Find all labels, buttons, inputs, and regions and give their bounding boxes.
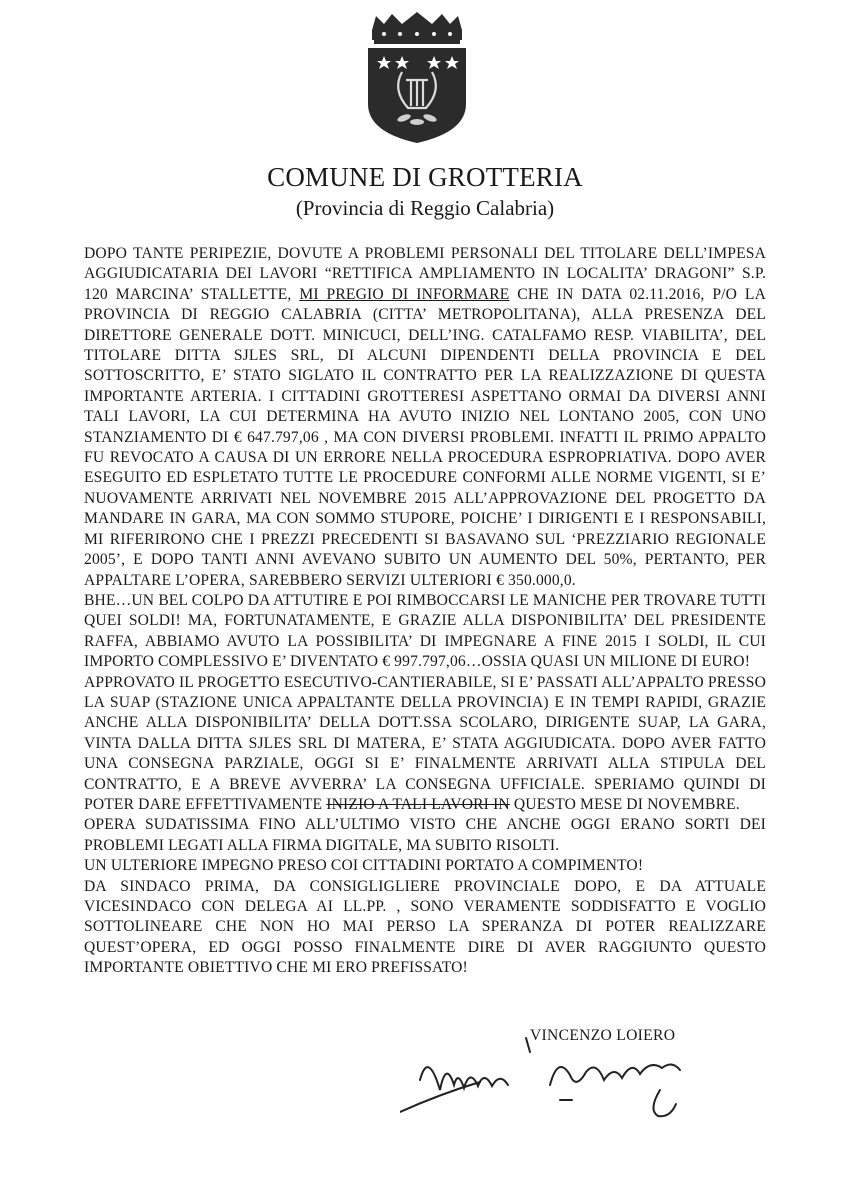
paragraph-1-text-b: CHE IN DATA 02.11.2016, P/O LA PROVINCIA DI REGGIO CALABRIA (CITTA’ METROPOLITANA), ALLA PRESENZA DEL DIRETTORE GENERALE DOTT. MINICUCI, DELL’ING. CATALFAMO RESP. VIABILITA’, DEL TITOLARE DITTA SJLES SRL, DI ALCUNI DIPENDENTI DELLA PROVINCIA E DEL SOTTOSCRITTO, E’ STATO SIGLATO IL CONTRATTO PER LA REALIZZAZIONE DI QUESTA IMPORTANTE ARTERIA. I CITTADINI GROTTERESI ASPETTANO ORMAI DA DIVERSI ANNI TALI LAVORI, LA CUI DETERMINA HA AVUTO INIZIO NEL LONTANO 2005, CON UNO STANZIAMENTO DI € 647.797,06 , MA CON DIVERSI PROBLEMI. INFATTI IL PRIMO APPALTO FU REVOCATO A CAUSA DI UN ERRORE NELLA PROCEDURA ESPROPRIATIVA. DOPO AVER ESEGUITO ED ESPLETATO TUTTE LE PROCEDURE CONFORMI ALLE NORME VIGENTI, SI E’ NUOVAMENTE ARRIVATI NEL NOVEMBRE 2015 ALL’APPROVAZIONE DEL PROGETTO DA MANDARE IN GARA, MA CON SOMMO STUPORE, POICHE’ I DIRIGENTI E I RESPONSABILI, MI RIFERIRONO CHE I PREZZI PRECEDENTI SI BASAVANO SUL ‘PREZZIARIO REGIONALE 2005’, E DOPO TANTI ANNI AVEVANO SUBITO UN AUMENTO DEL 50%, PERTANTO, PER APPALTARE L’OPERA, SAREBBERO SERVIZI ULTERIORI € 350.000,0. bbox=[84, 285, 766, 589]
signer-name: VINCENZO LOIERO bbox=[530, 1027, 676, 1044]
municipality-title: COMUNE DI GROTTERIA bbox=[267, 162, 583, 192]
handwritten-signature bbox=[400, 1030, 730, 1130]
province-subtitle: (Provincia di Reggio Calabria) bbox=[295, 196, 555, 220]
underlined-phrase: MI PREGIO DI INFORMARE bbox=[299, 285, 510, 303]
paragraph-2: BHE…UN BEL COLPO DA ATTUTIRE E POI RIMBOCCARSI LE MANICHE PER TROVARE TUTTI QUEI SOLDI! MA, FORTUNATAMENTE, E GRAZIE ALLA DISPONIBILITA’ DEL PRESIDENTE RAFFA, ABBIAMO AVUTO LA POSSIBILITA’ DI IMPEGNARE A FINE 2015 I SOLDI, IL CUI IMPORTO COMPLESSIVO E’ DIVENTATO € 997.797,06…OSSIA QUASI UN MILIONE DI EURO! bbox=[84, 591, 766, 671]
letter-body bbox=[84, 244, 766, 979]
paragraph-4: OPERA SUDATISSIMA FINO ALL’ULTIMO VISTO CHE ANCHE OGGI ERANO SORTI DEI PROBLEMI LEGATI ALLA FIRMA DIGITALE, MA SUBITO RISOLTI. bbox=[84, 816, 766, 854]
paragraph-3 bbox=[84, 673, 766, 816]
paragraph-5: UN ULTERIORE IMPEGNO PRESO COI CITTADINI PORTATO A COMPIMENTO! bbox=[84, 857, 644, 875]
coat-of-arms-icon bbox=[362, 12, 472, 144]
paragraph-3-text-a: APPROVATO IL PROGETTO ESECUTIVO-CANTIERABILE, SI E’ PASSATI ALL’APPALTO PRESSO LA SUAP (STAZIONE UNICA APPALTANTE DELLA PROVINCIA) E IN TEMPI RAPIDI, GRAZIE ANCHE ALLA DISPONIBILITA’ DELLA DOTT.SSA SCOLARO, DIRIGENTE SUAP, LA GARA, VINTA DALLA DITTA SJLES SRL DI MATERA, E’ STATA AGGIUDICATA. DOPO AVER FATTO UNA CONSEGNA PARZIALE, OGGI SI E’ FINALMENTE ARRIVATI ALLA STIPULA DEL CONTRATTO, E A BREVE AVVERRA’ LA CONSEGNA UFFICIALE. SPERIAMO QUINDI DI POTER DARE EFFETTIVAMENTE bbox=[84, 673, 766, 813]
paragraph-3-text-b: QUESTO MESE DI NOVEMBRE. bbox=[509, 795, 740, 813]
struck-phrase: INIZIO A TALI LAVORI IN bbox=[326, 795, 510, 813]
paragraph-1 bbox=[84, 244, 766, 591]
paragraph-1-text-a: DOPO TANTE PERIPEZIE, DOVUTE A PROBLEMI PERSONALI DEL TITOLARE DELL’IMPESA AGGIUDICATARIA DEI LAVORI “RETTIFICA AMPLIAMENTO IN LOCALITA’ DRAGONI” S.P. 120 MARCINA’ STALLETTE, bbox=[84, 245, 766, 303]
paragraph-6: DA SINDACO PRIMA, DA CONSIGLIGLIERE PROVINCIALE DOPO, E DA ATTUALE VICESINDACO CON DELEGA AI LL.PP. , SONO VERAMENTE SODDISFATTO E VOGLIO SOTTOLINEARE CHE NON HO MAI PERSO LA SPERANZA DI POTER REALIZZARE QUEST’OPERA, ED OGGI POSSO FINALMENTE DIRE DI AVER RAGGIUNTO QUESTO IMPORTANTE OBIETTIVO CHE MI ERO PREFISSATO! bbox=[84, 877, 766, 977]
